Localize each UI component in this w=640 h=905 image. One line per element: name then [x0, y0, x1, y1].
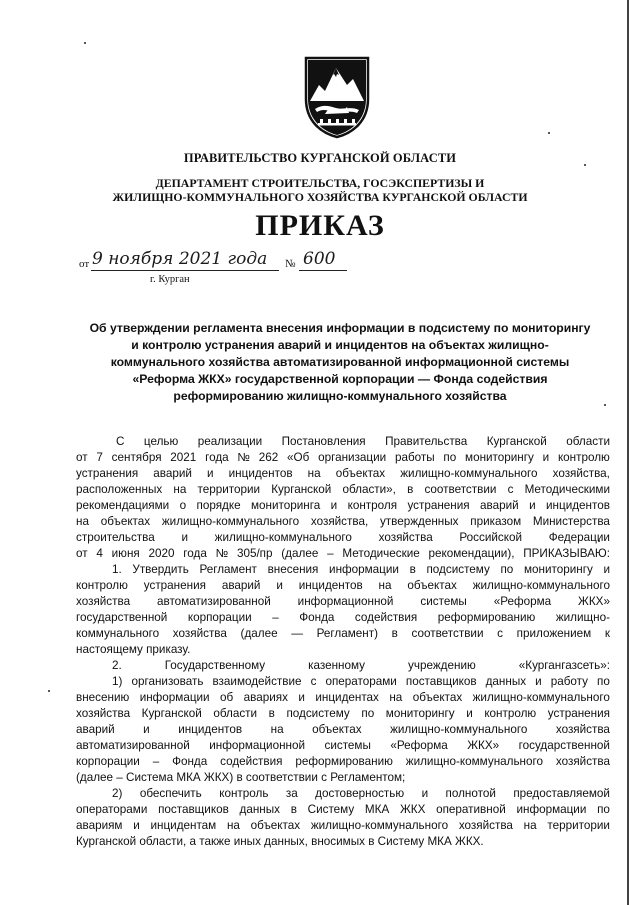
scan-speck	[48, 690, 50, 692]
body-word: «Кургангазсеть»:	[518, 659, 610, 672]
body-word: и	[298, 691, 305, 704]
body-word: Утвердить	[132, 563, 189, 576]
body-word: данных	[485, 675, 527, 688]
body-word: инцидентам	[150, 819, 217, 832]
body-word: Курганской	[486, 435, 547, 448]
body-word: операторами	[76, 803, 148, 816]
body-word: содействия	[354, 611, 418, 624]
body-line	[76, 578, 610, 594]
city-label: г. Курган	[150, 274, 190, 285]
body-word: С	[116, 435, 125, 448]
body-word: мониторингу	[465, 451, 534, 464]
body-word: –	[327, 547, 334, 560]
body-word: и	[603, 563, 610, 576]
body-word: информации	[139, 691, 210, 704]
body-word: Правительства	[385, 435, 468, 448]
body-word: объектах	[250, 819, 301, 832]
body-word: и	[535, 675, 542, 688]
body-word: авариях	[243, 691, 288, 704]
body-word: МКА	[364, 803, 390, 816]
title-line: реформированию жилищно-коммунального хозяйства	[173, 389, 507, 403]
body-word: на	[389, 691, 403, 704]
document-type-title: ПРИКАЗ	[255, 209, 385, 242]
body-word: данных	[239, 803, 280, 816]
body-word: сентября	[111, 451, 162, 464]
body-word: реформированию	[295, 755, 393, 768]
body-word: внесения	[267, 563, 319, 576]
body-word: корпорации	[76, 755, 140, 768]
body-word: в	[409, 563, 416, 576]
body-word: операторами	[325, 675, 397, 688]
body-word: Постановления	[281, 435, 366, 448]
body-word: и	[466, 707, 473, 720]
body-line	[76, 754, 610, 770]
body-word: жилищно-коммунального	[472, 691, 610, 704]
date-underline	[91, 270, 279, 271]
body-word: объектах	[335, 467, 386, 480]
coat-of-arms-emblem	[303, 55, 371, 139]
body-word: по	[597, 675, 610, 688]
body-word: территории	[547, 819, 610, 832]
body-word: аварий	[153, 467, 192, 480]
body-word: государственной	[76, 611, 168, 624]
body-word: устранения	[547, 707, 610, 720]
body-word: с	[507, 483, 514, 496]
title-line: Об утверждении регламента внесения информации в подсистему по мониторингу	[89, 321, 591, 335]
body-line	[76, 738, 610, 754]
body-word: объектах	[412, 691, 463, 704]
handwritten-date: 9 ноября 2021 года	[92, 249, 268, 269]
body-word: полнотой	[445, 787, 496, 800]
body-word: Фонда	[299, 611, 335, 624]
body-word: организовать	[131, 675, 204, 688]
body-word: жилищно-коммунального	[400, 467, 538, 480]
body-word: Российской	[459, 531, 523, 544]
body-word: объектах	[407, 579, 457, 592]
body-word: хозяйства,	[310, 515, 369, 528]
body-line: (далее – Система МКА ЖКХ) в соответствии с Регламентом;	[76, 771, 406, 784]
body-word: на	[270, 723, 284, 736]
body-word: 2)	[112, 787, 123, 800]
body-word: и	[207, 467, 214, 480]
body-word: по	[443, 451, 457, 464]
body-word: Регламент)	[316, 627, 378, 640]
body-word: 2021	[170, 451, 197, 464]
body-word: хозяйства	[172, 627, 227, 640]
body-word: Регламент	[199, 563, 257, 576]
body-word: информации	[516, 803, 587, 816]
body-word: подсистему	[426, 563, 490, 576]
body-word: расположенных	[76, 483, 163, 496]
body-word: объектах	[312, 723, 362, 736]
body-word: Курганской	[271, 483, 332, 496]
number-sign: №	[285, 258, 296, 270]
body-word: Государственному	[164, 659, 266, 672]
body-word: на	[226, 819, 240, 832]
body-word: и	[330, 499, 338, 512]
body-word: объектах	[100, 515, 151, 528]
number-underline	[299, 270, 347, 271]
body-word: территории	[197, 483, 261, 496]
body-line: настоящему приказу.	[76, 643, 191, 656]
body-line	[76, 450, 610, 466]
body-word: информационной	[209, 739, 306, 752]
government-name: ПРАВИТЕЛЬСТВО КУРГАНСКОЙ ОБЛАСТИ	[183, 151, 457, 165]
body-word: хозяйства	[555, 755, 610, 768]
body-word: рекомендациями	[76, 499, 170, 512]
body-word: за	[285, 787, 298, 800]
body-word: с	[310, 675, 317, 688]
scan-speck	[548, 132, 550, 134]
body-word: к	[604, 627, 610, 640]
body-word: Методические	[342, 547, 420, 560]
body-word: жилищно-коммунального	[310, 819, 449, 832]
body-line	[76, 706, 610, 722]
body-word: хозяйства	[555, 723, 610, 736]
body-line	[76, 674, 610, 690]
body-word: авариям	[76, 819, 123, 832]
body-word: в	[391, 627, 398, 640]
department-name-line-2: ЖИЛИЩНО-КОММУНАЛЬНОГО ХОЗЯЙСТВА КУРГАНСКОЙ ОБЛАСТИ	[112, 190, 528, 204]
handwritten-number: 600	[303, 249, 336, 269]
body-word: инцидентах	[315, 691, 379, 704]
body-word: 2020	[148, 547, 175, 560]
body-word: «Об	[287, 451, 310, 464]
body-word: 262	[258, 451, 279, 464]
date-and-number-block	[79, 248, 349, 274]
body-word: №	[237, 451, 250, 464]
body-word: о	[179, 499, 187, 512]
body-line	[76, 498, 610, 514]
body-word: рекомендации),	[428, 547, 515, 560]
body-word: контроль	[219, 787, 269, 800]
body-word: на	[76, 515, 89, 528]
body-word: взаимодействие	[212, 675, 302, 688]
body-word: и	[529, 499, 536, 512]
body-word: строительства	[76, 531, 155, 544]
body-word: хозяйства	[378, 531, 433, 544]
body-word: и	[276, 579, 283, 592]
body-word: июня	[111, 547, 140, 560]
body-word: –	[152, 755, 160, 768]
body-word: по	[597, 803, 610, 816]
body-word: хозяйства	[458, 819, 513, 832]
body-word: хозяйства,	[552, 467, 610, 480]
body-word: года	[205, 451, 229, 464]
body-word: ЖКХ»	[578, 595, 610, 608]
body-word: хозяйства	[76, 595, 131, 608]
body-word: контролю	[76, 579, 128, 592]
body-word: поставщиков	[158, 803, 229, 816]
body-word: Методическими	[524, 483, 610, 496]
body-word: на	[523, 819, 537, 832]
body-word: казенному	[308, 659, 366, 672]
body-word: «Реформа	[390, 739, 448, 752]
body-word: мониторингу	[523, 563, 593, 576]
scan-speck	[84, 42, 86, 44]
body-word: 4	[96, 547, 103, 560]
body-word: учреждению	[408, 659, 476, 672]
body-word: организации	[318, 451, 387, 464]
body-line	[76, 690, 610, 706]
body-word: соответствии	[411, 627, 484, 640]
body-word: области	[566, 435, 610, 448]
body-line	[76, 626, 610, 642]
body-word: контролю	[484, 707, 537, 720]
body-word: 2.	[112, 659, 122, 672]
body-word: инцидентов	[298, 579, 363, 592]
body-word: приложением	[516, 627, 592, 640]
body-word: внесению	[76, 691, 130, 704]
body-word: области	[213, 707, 258, 720]
body-word: содействия	[220, 755, 283, 768]
order-body-text	[76, 434, 610, 850]
body-word: с	[497, 627, 503, 640]
body-word: устранения	[143, 579, 206, 592]
body-word: системы	[324, 739, 371, 752]
body-word: ЖКХ»	[467, 739, 500, 752]
body-word: целью	[143, 435, 179, 448]
body-word: достоверностью	[315, 787, 405, 800]
body-word: жилищно-коммунального	[390, 723, 528, 736]
department-name-line-1: ДЕПАРТАМЕНТ СТРОИТЕЛЬСТВА, ГОСЭКСПЕРТИЗЫ И	[155, 176, 485, 190]
body-word: жилищно-коммунального	[161, 515, 300, 528]
body-word: контроля	[347, 499, 398, 512]
body-line	[76, 658, 610, 674]
body-word: аварий	[480, 499, 519, 512]
body-word: инцидентов	[178, 723, 243, 736]
title-line: «Реформа ЖКХ» государственной корпорации — Фонда содействия	[132, 372, 548, 386]
body-word: поставщиков	[405, 675, 477, 688]
body-word: устранения	[407, 499, 470, 512]
body-word: системы	[420, 595, 467, 608]
body-word: в	[290, 803, 297, 816]
body-word: работу	[550, 675, 588, 688]
body-word: жилищно-коммунального	[214, 531, 352, 544]
body-word: (далее	[281, 547, 319, 560]
body-word: оперативной	[436, 803, 506, 816]
body-line	[76, 514, 610, 530]
body-word: от	[76, 547, 88, 560]
body-word: реализации	[197, 435, 263, 448]
body-line	[76, 482, 610, 498]
body-word: работы	[394, 451, 435, 464]
body-line	[76, 722, 610, 738]
body-word: приказом	[470, 515, 522, 528]
body-word: и	[143, 723, 150, 736]
title-line: и контролю устранения аварий и инцидентов на объектах жилищно-	[131, 338, 549, 352]
body-word: информации	[329, 563, 399, 576]
body-word: на	[378, 579, 392, 592]
body-word: –	[272, 611, 279, 624]
body-word: государственной	[518, 739, 610, 752]
body-word: 1)	[112, 675, 123, 688]
body-word: в	[407, 483, 414, 496]
body-word: автоматизированной	[76, 739, 190, 752]
body-word: Систему	[307, 803, 355, 816]
body-word: и	[133, 819, 140, 832]
body-word: и	[421, 787, 429, 800]
body-word: информационной	[297, 595, 394, 608]
body-word: Министерства	[532, 515, 610, 528]
body-word: по	[500, 563, 514, 576]
body-word: коммунального	[76, 627, 160, 640]
order-subject-title	[70, 320, 610, 405]
body-word: области»,	[342, 483, 396, 496]
body-word: —	[291, 627, 303, 640]
body-word: Фонда	[172, 755, 208, 768]
body-word: ПРИКАЗЫВАЮ:	[523, 547, 610, 560]
body-word: обеспечить	[139, 787, 202, 800]
body-word: инцидентов	[228, 467, 293, 480]
body-line	[76, 786, 610, 802]
body-word: 1.	[112, 563, 122, 576]
body-word: контролю	[557, 451, 610, 464]
body-word: по	[361, 707, 375, 720]
body-line	[76, 562, 610, 578]
body-word: утвержденных	[379, 515, 459, 528]
body-word: на	[307, 467, 321, 480]
body-word: года	[183, 547, 207, 560]
body-word: устранения	[76, 467, 139, 480]
body-word: хозяйства	[76, 707, 131, 720]
body-word: 305/пр	[236, 547, 273, 560]
body-line	[76, 466, 610, 482]
body-line	[76, 546, 610, 562]
body-word: №	[215, 547, 229, 560]
body-word: в	[268, 707, 275, 720]
body-word: (далее	[240, 627, 278, 640]
body-word: и	[181, 531, 188, 544]
body-line	[76, 818, 610, 834]
body-line	[76, 530, 610, 546]
body-word: аварий	[221, 579, 261, 592]
body-line	[76, 594, 610, 610]
body-word: ЖКХ	[399, 803, 426, 816]
body-word: жилищно-коммунального	[472, 579, 610, 592]
body-word: «Реформа	[493, 595, 552, 608]
body-word: 7	[96, 451, 103, 464]
body-line: Курганской области, а также иных данных, вносимых в Систему МКА ЖКХ.	[76, 835, 484, 848]
body-word: мониторинга	[251, 499, 321, 512]
body-word: корпорации	[187, 611, 252, 624]
body-word: от	[76, 451, 88, 464]
scan-edge-line	[627, 0, 629, 905]
body-word: жилищно-коммунального	[405, 755, 544, 768]
body-word: предоставляемой	[513, 787, 610, 800]
body-word: автоматизированной	[157, 595, 271, 608]
body-word: на	[173, 483, 187, 496]
body-word: инцидентов	[546, 499, 610, 512]
body-word: Федерации	[548, 531, 610, 544]
body-line	[76, 802, 610, 818]
body-word: реформированию	[437, 611, 536, 624]
body-line	[76, 610, 610, 626]
body-word: об	[220, 691, 234, 704]
body-word: подсистему	[286, 707, 350, 720]
date-prefix: от	[79, 258, 90, 270]
body-word: порядке	[196, 499, 241, 512]
body-word: аварий	[76, 723, 115, 736]
body-word: Курганской	[141, 707, 202, 720]
body-word: жилищно-	[555, 611, 610, 624]
body-word: мониторингу	[385, 707, 455, 720]
body-line	[76, 434, 610, 450]
body-word: и	[542, 451, 550, 464]
body-word: соответствии	[424, 483, 497, 496]
title-line: коммунального хозяйства автоматизированной информационной системы	[110, 355, 570, 369]
